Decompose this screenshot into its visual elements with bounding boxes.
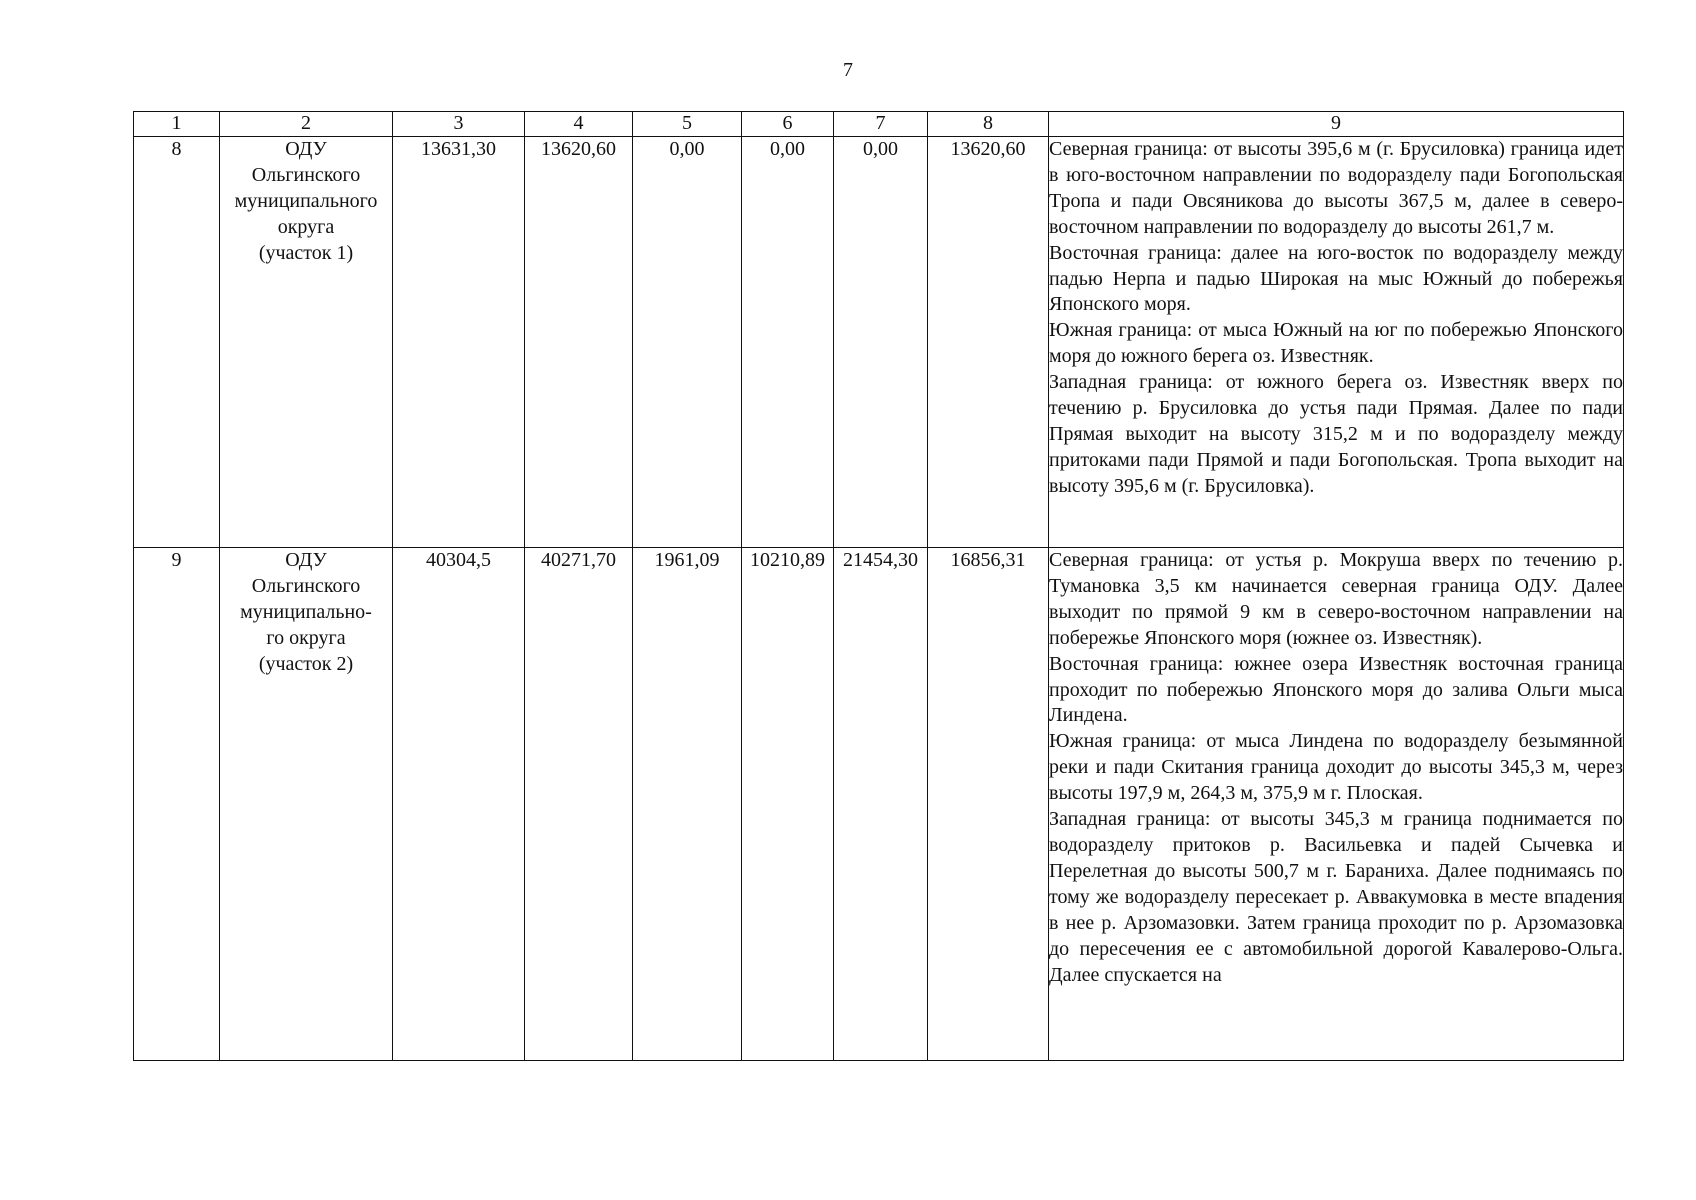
header-col-5: 5	[633, 112, 742, 137]
cell-col-5: 1961,09	[633, 548, 742, 1061]
boundary-description	[1049, 137, 1624, 548]
cell-col-6: 0,00	[742, 137, 834, 548]
west-boundary-text: Западная граница: от южного берега оз. Известняк вверх по течению р. Брусиловка до устья пади Прямая. Далее по пади Прямая выходит на высоту 315,2 м и по водоразделу между притоками пади Прямой и пади Богопольская. Тропа выходит на высоту 395,6 м (г. Брусиловка).	[1049, 371, 1623, 497]
cell-col-5: 0,00	[633, 137, 742, 548]
cell-col-6: 10210,89	[742, 548, 834, 1061]
area-name: ОДУ Ольгинского муниципального округа (участок 1)	[220, 137, 393, 548]
cell-col-4: 40271,70	[525, 548, 633, 1061]
boundaries-table	[133, 111, 1624, 1061]
header-col-2: 2	[220, 112, 393, 137]
north-boundary-text: Северная граница: от высоты 395,6 м (г. Брусиловка) граница идет в юго-восточном направлении по водоразделу пади Богопольская Тропа и пади Овсяникова до высоты 367,5 м, далее в северо-восточном направлении по водоразделу до высоты 261,7 м.	[1049, 138, 1623, 238]
row-number: 9	[134, 548, 220, 1061]
south-boundary-text: Южная граница: от мыса Южный на юг по побережью Японского моря до южного берега оз. Известняк.	[1049, 319, 1623, 368]
cell-col-3: 40304,5	[393, 548, 525, 1061]
south-boundary-text: Южная граница: от мыса Линдена по водоразделу безымянной реки и пади Скитания граница доходит до высоты 345,3 м, через высоты 197,9 м, 264,3 м, 375,9 м г. Плоская.	[1049, 730, 1623, 805]
west-boundary-text: Западная граница: от высоты 345,3 м граница поднимается по водоразделу притоков р. Васильевка и падей Сычевка и Перелетная до высоты 500,7 м г. Бараниха. Далее поднимаясь по тому же водоразделу пересекает р. Аввакумовка в месте впадения в нее р. Арзомазовки. Затем граница проходит по р. Арзомазовка до пересечения ее с автомобильной дорогой Кавалерово-Ольга. Далее спускается на	[1049, 808, 1623, 986]
cell-col-8: 16856,31	[928, 548, 1049, 1061]
header-col-8: 8	[928, 112, 1049, 137]
cell-col-4: 13620,60	[525, 137, 633, 548]
header-col-7: 7	[834, 112, 928, 137]
table-row	[134, 548, 1624, 1061]
boundary-description	[1049, 548, 1624, 1061]
header-row	[134, 112, 1624, 137]
header-col-9: 9	[1049, 112, 1624, 137]
row-number: 8	[134, 137, 220, 548]
cell-col-8: 13620,60	[928, 137, 1049, 548]
east-boundary-text: Восточная граница: южнее озера Известняк восточная граница проходит по побережью Японского моря до залива Ольги мыса Линдена.	[1049, 652, 1623, 727]
east-boundary-text: Восточная граница: далее на юго-восток по водоразделу между падью Нерпа и падью Широкая на мыс Южный до побережья Японского моря.	[1049, 241, 1623, 316]
area-name: ОДУ Ольгинского муниципально- го округа (участок 2)	[220, 548, 393, 1061]
header-col-3: 3	[393, 112, 525, 137]
header-col-6: 6	[742, 112, 834, 137]
header-col-4: 4	[525, 112, 633, 137]
cell-col-3: 13631,30	[393, 137, 525, 548]
table-row	[134, 137, 1624, 548]
cell-col-7: 0,00	[834, 137, 928, 548]
cell-col-7: 21454,30	[834, 548, 928, 1061]
page-number: 7	[843, 59, 853, 81]
header-col-1: 1	[134, 112, 220, 137]
north-boundary-text: Северная граница: от устья р. Мокруша вверх по течению р. Тумановка 3,5 км начинается северная граница ОДУ. Далее выходит по прямой 9 км в северо-восточном направлении на побережье Японского моря (южнее оз. Известняк).	[1049, 549, 1623, 649]
